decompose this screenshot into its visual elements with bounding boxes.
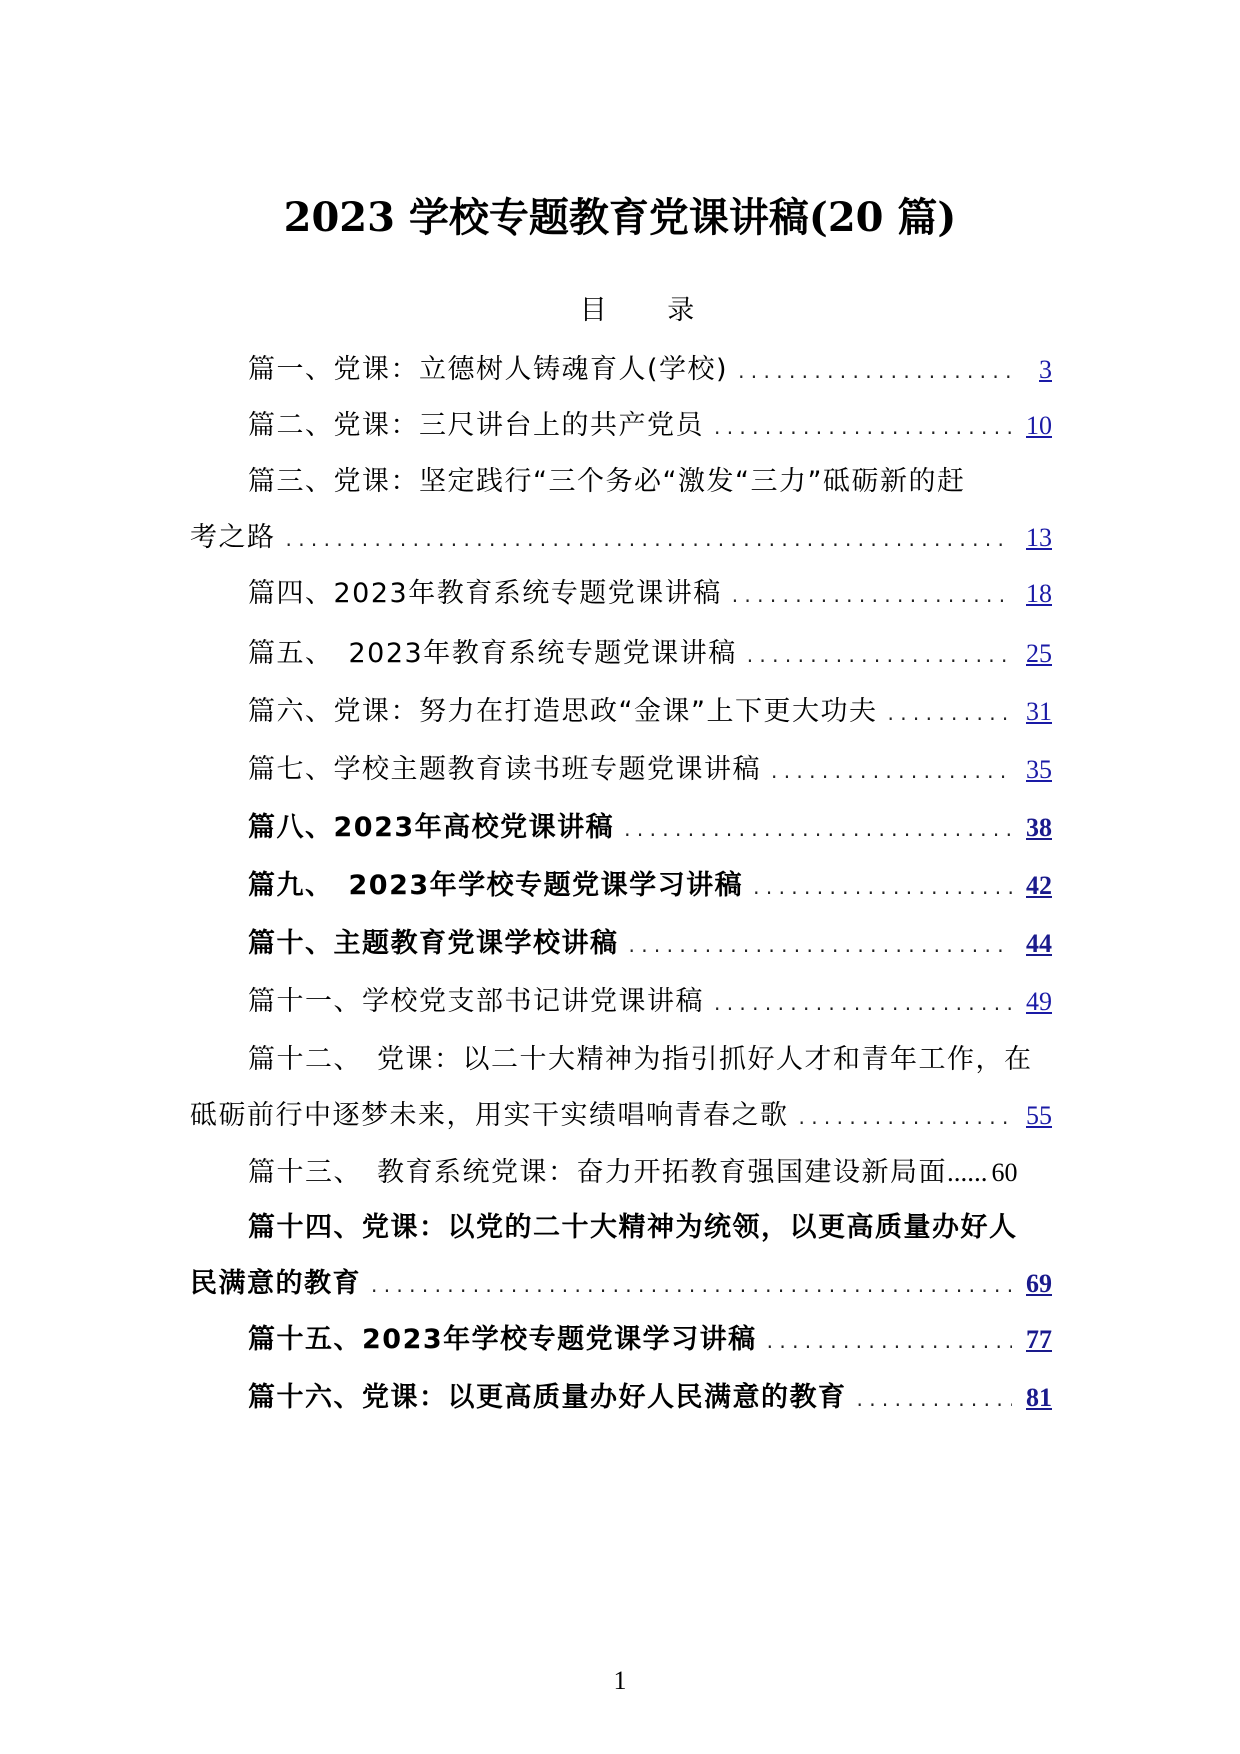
toc-entry-13[interactable] [190,1152,1052,1192]
toc-heading: 目 录 [579,295,721,326]
toc-entry-label: 篇一、党课：立德树人铸魂育人(学校) [248,354,729,385]
toc-entry-11[interactable] [190,982,1052,1022]
dot-leader [799,1097,1013,1137]
toc-entry-label: 篇十二、 党课：以二十大精神为指引抓好人才和青年工作，在 [248,1044,1033,1075]
toc-entry-12[interactable] [190,1040,1052,1136]
toc-entry-label: 篇十、主题教育党课学校讲稿 [248,928,619,959]
toc-entry-label: 篇五、 2023年教育系统专题党课讲稿 [248,638,737,669]
toc-entry-label: 篇十四、党课：以党的二十大精神为统领，以更高质量办好人 [248,1212,1018,1243]
dot-leader [624,809,1012,849]
toc-entry-label: 篇三、党课：坚定践行“三个务必“激发“三力”砥砺新的赶 [248,466,966,497]
toc-entry-label: 篇十三、 教育系统党课：奋力开拓教育强国建设新局面 [248,1157,947,1188]
toc-page-number[interactable]: 60 [991,1158,1018,1187]
toc-entry-label-continued: 考之路 [190,522,276,553]
toc-entry-3[interactable] [190,462,1052,558]
dot-leader [732,575,1012,615]
dot-leader [629,925,1013,965]
toc-entry-14[interactable] [190,1208,1052,1304]
toc-entry-label: 篇十六、党课：以更高质量办好人民满意的教育 [248,1382,847,1413]
toc-page-link[interactable]: 18 [1026,579,1052,608]
dot-leader [714,407,1012,447]
dot-leader [747,635,1012,675]
dot-leader [753,867,1012,907]
toc-entry-16[interactable] [190,1378,1052,1418]
toc-entry-5[interactable] [190,634,1052,674]
dot-leader [857,1379,1013,1419]
toc-entry-label: 篇九、 2023年学校专题党课学习讲稿 [248,870,744,901]
toc-entry-label: 篇六、党课：努力在打造思政“金课”上下更大功夫 [248,696,878,727]
dot-leader [767,1321,1012,1361]
dot-leader [887,693,1012,733]
dot-leader [771,751,1012,791]
toc-page-link[interactable]: 55 [1026,1101,1052,1130]
dot-leader [714,983,1012,1023]
toc-page-link[interactable]: 81 [1026,1383,1052,1412]
toc-entry-dots: ...... [947,1157,988,1187]
toc-entry-4[interactable] [190,574,1052,614]
toc-entry-label-continued: 民满意的教育 [190,1268,361,1299]
toc-entry-2[interactable] [190,406,1052,446]
document-title: 2023 学校专题教育党课讲稿(20 篇) [283,194,957,241]
toc-entry-label: 篇四、2023年教育系统专题党课讲稿 [248,578,722,609]
page-number: 1 [613,1666,627,1695]
dot-leader [286,519,1013,559]
toc-entry-label: 篇二、党课：三尺讲台上的共产党员 [248,410,704,441]
toc-page-link[interactable]: 49 [1026,987,1052,1016]
toc-page-link[interactable]: 38 [1026,813,1052,842]
toc-entry-label: 篇八、2023年高校党课讲稿 [248,812,615,843]
toc-page-link[interactable]: 42 [1026,871,1052,900]
toc-page-link[interactable]: 31 [1026,697,1052,726]
toc-page-link[interactable]: 10 [1026,411,1052,440]
toc-entry-label: 篇七、学校主题教育读书班专题党课讲稿 [248,754,761,785]
dot-leader [738,351,1012,391]
toc-page-link[interactable]: 13 [1026,523,1052,552]
toc-page-link[interactable]: 44 [1026,929,1052,958]
toc-entry-15[interactable] [190,1320,1052,1360]
toc-entry-label: 篇十五、2023年学校专题党课学习讲稿 [248,1324,757,1355]
toc-entry-label-continued: 砥砺前行中逐梦未来，用实干实绩唱响青春之歌 [190,1100,789,1131]
toc-entry-label: 篇十一、学校党支部书记讲党课讲稿 [248,986,704,1017]
toc-entry-8[interactable] [190,808,1052,848]
toc-entry-10[interactable] [190,924,1052,964]
toc-page-link[interactable]: 35 [1026,755,1052,784]
toc-page-link[interactable]: 25 [1026,639,1052,668]
toc-page-link[interactable]: 77 [1026,1325,1052,1354]
toc-entry-1[interactable] [190,350,1052,390]
toc-page-link[interactable]: 69 [1026,1269,1052,1298]
toc-entry-6[interactable] [190,692,1052,732]
toc-entry-9[interactable] [190,866,1052,906]
toc-entry-7[interactable] [190,750,1052,790]
dot-leader [371,1265,1012,1305]
toc-page-link[interactable]: 3 [1039,355,1052,384]
